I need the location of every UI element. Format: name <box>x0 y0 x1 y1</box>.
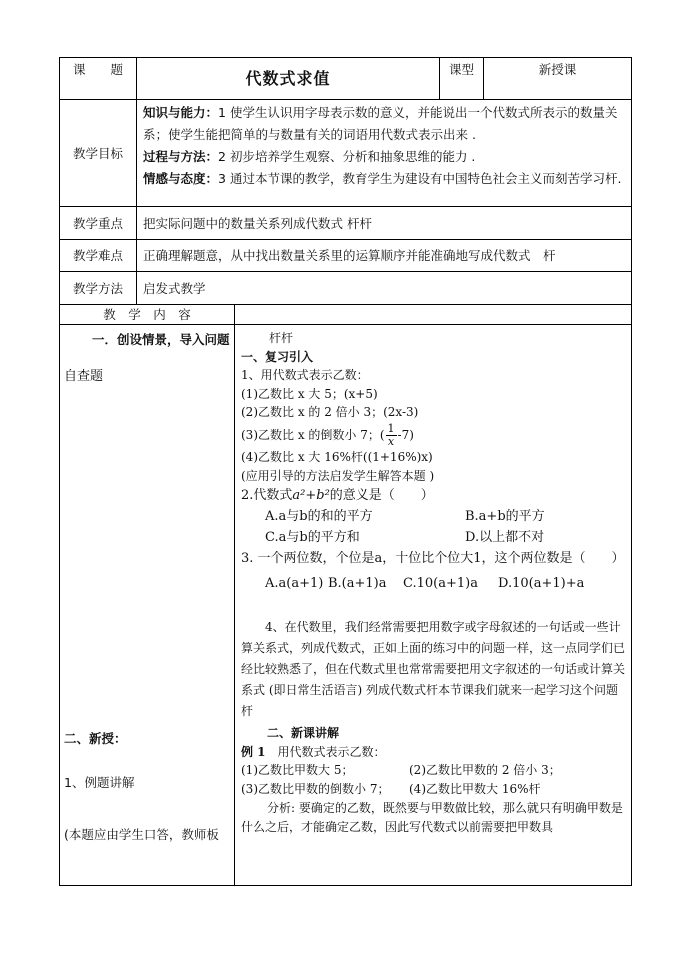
fraction-1-over-x: $\frac{1}{x}$ <box>387 421 395 448</box>
q2-option-c: C.a与b的平方和 <box>265 530 360 546</box>
lesson-plan-page <box>59 57 631 886</box>
keypoint-cell <box>137 207 632 240</box>
process-text: 2 初步培养学生观察、分析和抽象思维的能力 . <box>218 149 476 164</box>
example-1: 例 1 用代数式表示乙数： <box>241 744 386 759</box>
process-head: 过程与方法： <box>143 149 219 164</box>
q1: 1、用代数式表示乙数： <box>241 368 369 383</box>
lesson-plan-table <box>59 57 632 886</box>
method-text: 启发式教学 <box>143 280 206 296</box>
q3-option-b: B.(a+1)a <box>328 576 387 592</box>
method-label-cell <box>60 272 137 305</box>
q3-option-c: C.10(a+1)a <box>403 576 478 592</box>
keypoint-label-cell <box>60 207 137 240</box>
method-label: 教学方法 <box>72 280 123 296</box>
teacher-note: (本题应由学生口答，教师板 <box>64 827 219 842</box>
q2: 2.代数式a²+b²的意义是（ ） <box>241 488 434 504</box>
knowledge-head: 知识与能力： <box>143 105 219 120</box>
example-1-b: (2)乙数比甲数的 2 倍小 3； <box>409 763 561 778</box>
q1-d: (4)乙数比 x 大 16%杆((1+16%)x) <box>241 449 433 464</box>
lesson-title: 代数式求值 <box>245 68 331 88</box>
objectives-cell <box>137 100 632 207</box>
subject-label-cell <box>60 58 137 100</box>
keypoint-label: 教学重点 <box>72 215 123 231</box>
section-1-heading: 一．创设情景，导入问题 <box>92 332 230 347</box>
example-1-c: (3)乙数比甲数的倒数小 7； <box>241 781 390 796</box>
example-1-a: (1)乙数比甲数大 5； <box>241 763 354 778</box>
q1-b: (2)乙数比 x 的 2 倍小 3；(2x-3) <box>241 405 419 420</box>
q2-option-a: A.a与b的和的平方 <box>265 509 373 525</box>
objectives-label: 教学目标 <box>72 145 123 161</box>
analysis-text: 分析: 要确定的乙数，既然要与甲数做比较，那么就只有明确甲数是什么之后，才能确定乙数，因此写代数式以前需要把甲数具 <box>241 800 623 834</box>
q1-a: (1)乙数比 x 大 5；(x+5) <box>241 386 378 401</box>
section-2-heading: 二、新授： <box>64 731 127 746</box>
difficulty-label-cell <box>60 240 137 272</box>
type-label: 课型 <box>449 62 475 77</box>
q1-note: (应用引导的方法启发学生解答本题 ) <box>241 468 435 483</box>
method-cell <box>137 272 632 305</box>
type-value: 新授课 <box>538 62 577 77</box>
content-header: 教 学 内 容 <box>103 306 191 322</box>
review-heading: 一、复习引入 <box>241 349 314 364</box>
content-header-cell <box>60 305 235 325</box>
example-1-ab <box>241 761 627 780</box>
q3-option-a: A.a(a+1) <box>265 576 324 592</box>
q3-option-d: D.10(a+1)+a <box>498 576 585 592</box>
new-lesson-heading: 二、新课讲解 <box>267 726 340 741</box>
example-1-cd <box>241 780 627 799</box>
q2-option-b: B.a+b的平方 <box>465 509 545 525</box>
subject-label: 课 题 <box>72 62 123 77</box>
emotion-head: 情感与态度： <box>143 171 219 186</box>
q3-options <box>241 571 627 597</box>
self-check-label: 自查题 <box>64 369 104 384</box>
example-1-d: (4)乙数比甲数大 16%杆 <box>409 781 541 796</box>
left-column <box>60 325 235 886</box>
example-heading: 1、例题讲解 <box>64 775 135 790</box>
objectives-label-cell <box>60 100 137 207</box>
content-header-blank <box>235 305 632 325</box>
title-cell <box>137 58 440 100</box>
difficulty-cell <box>137 240 632 272</box>
type-label-cell <box>440 58 484 100</box>
top-mark: 杆杆 <box>269 331 294 345</box>
q1-c: (3)乙数比 x 的倒数小 7；( $\frac{1}{x}$ -7) <box>241 421 414 448</box>
difficulty-label: 教学难点 <box>72 248 123 263</box>
emotion-text: 3 通过本节课的教学，教育学生为建设有中国特色社会主义而刻苦学习杆. <box>218 171 622 186</box>
keypoint-text: 把实际问题中的数量关系列成代数式 杆杆 <box>143 215 372 231</box>
q2-options-ab <box>241 506 627 527</box>
q2-options-cd <box>241 527 627 548</box>
q3: 3. 一个两位数，个位是a，十位比个位大1，这个两位数是（ ） <box>241 551 625 567</box>
q2-option-d: D.以上都不对 <box>465 530 545 546</box>
q4: 4、在代数里，我们经常需要把用数字或字母叙述的一句话或一些计算关系式，列成代数式，正如上面的练习中的问题一样，这一点同学们已经比较熟悉了，但在代数式里也常常需要把用文字叙述的一句话或计算关系式 (即日常生活语言) 列成代数式杆本节课我们就来一起学习这个问题杆 <box>241 620 626 719</box>
type-value-cell <box>484 58 632 100</box>
right-column <box>235 325 632 886</box>
difficulty-text: 正确理解题意，从中找出数量关系里的运算顺序并能准确地写成代数式 杆 <box>143 248 556 263</box>
knowledge-text: 1 使学生认识用字母表示数的意义，并能说出一个代数式所表示的数量关系；使学生能把简单的与数量有关的词语用代数式表示出来 . <box>143 105 618 142</box>
